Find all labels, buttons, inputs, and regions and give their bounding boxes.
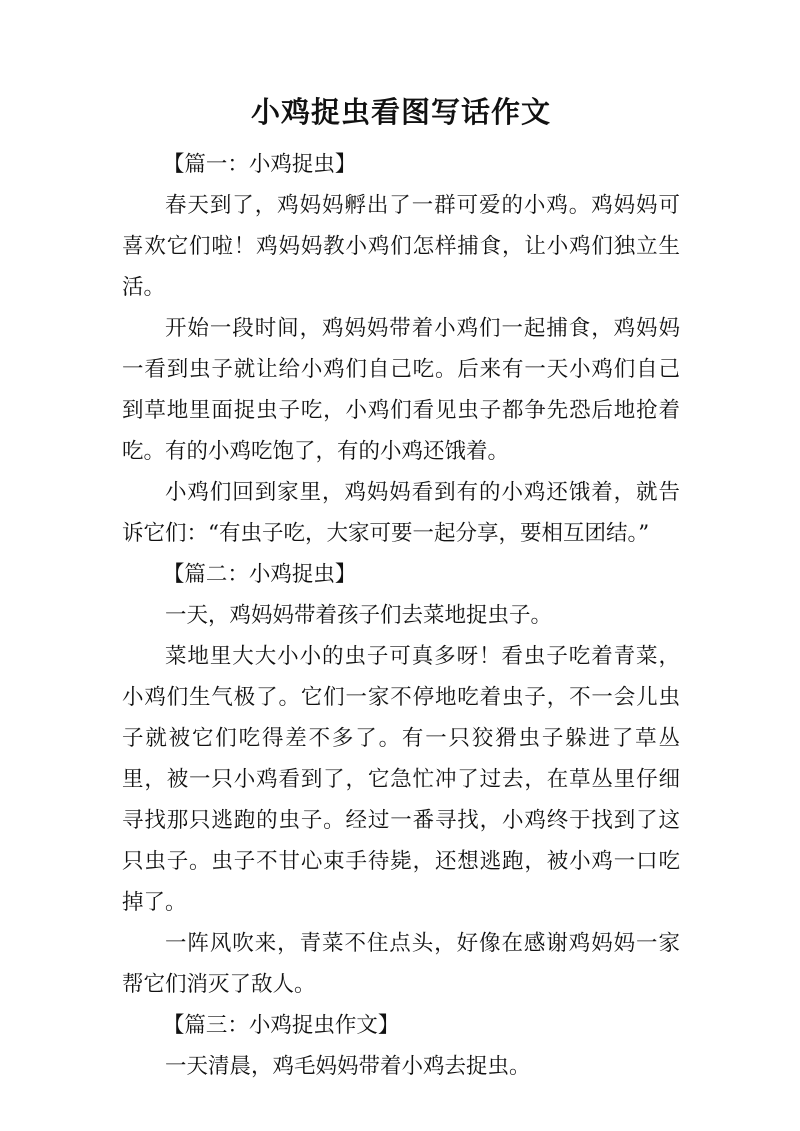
paragraph: 一阵风吹来，青菜不住点头，好像在感谢鸡妈妈一家帮它们消灭了敌人。 [122, 931, 680, 997]
paragraph: 春天到了，鸡妈妈孵出了一群可爱的小鸡。鸡妈妈可喜欢它们啦！鸡妈妈教小鸡们怎样捕食，让小鸡们独立生活。 [122, 193, 680, 300]
section-heading-3: 【篇三：小鸡捉虫作文】 [162, 1013, 400, 1038]
document-body [122, 144, 680, 1087]
paragraph: 一天清晨，鸡毛妈妈带着小鸡去捉虫。 [165, 1054, 531, 1079]
paragraph: 开始一段时间，鸡妈妈带着小鸡们一起捕食，鸡妈妈一看到虫子就让给小鸡们自己吃。后来有一天小鸡们自己到草地里面捉虫子吃，小鸡们看见虫子都争先恐后地抢着吃。有的小鸡吃饱了，有的小鸡还饿着。 [122, 316, 680, 464]
section-heading-1: 【篇一：小鸡捉虫】 [162, 152, 357, 177]
document-title: 小鸡捉虫看图写话作文 [250, 95, 551, 129]
paragraph: 菜地里大大小小的虫子可真多呀！看虫子吃着青菜，小鸡们生气极了。它们一家不停地吃着虫子，不一会儿虫子就被它们吃得差不多了。有一只狡猾虫子躲进了草丛里，被一只小鸡看到了，它急忙冲了过去，在草丛里仔细寻找那只逃跑的虫子。经过一番寻找，小鸡终于找到了这只虫子。虫子不甘心束手待毙，还想逃跑，被小鸡一口吃掉了。 [122, 644, 680, 915]
paragraph: 一天，鸡妈妈带着孩子们去菜地捉虫子。 [165, 603, 553, 628]
section-heading-2: 【篇二：小鸡捉虫】 [162, 562, 357, 587]
paragraph: 小鸡们回到家里，鸡妈妈看到有的小鸡还饿着，就告诉它们：“有虫子吃，大家可要一起分享，要相互团结。” [122, 480, 680, 546]
